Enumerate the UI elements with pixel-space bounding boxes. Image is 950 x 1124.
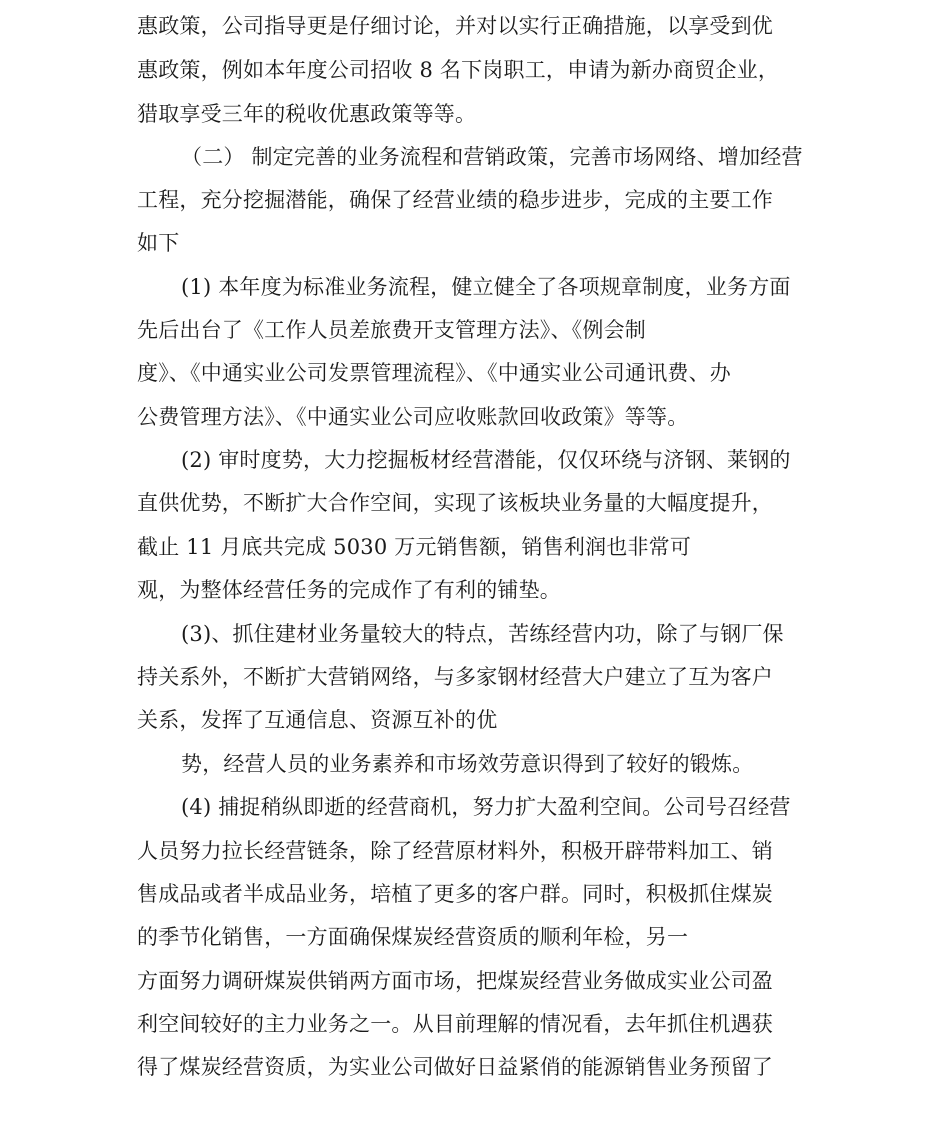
text-line: 公费管理方法》、《中通实业公司应收账款回收政策》等等。: [137, 405, 689, 429]
text-line: 关系，发挥了互通信息、资源互补的优: [137, 708, 498, 732]
text-line: 人员努力拉长经营链条，除了经营原材料外，积极开辟带料加工、销: [137, 839, 773, 863]
list-item-3: (3)、抓住建材业务量较大的特点，苦练经营内功，除了与钢厂保: [181, 622, 784, 646]
text-line: 惠政策，例如本年度公司招收 8 名下岗职工，申请为新办商贸企业，: [137, 58, 780, 82]
text-line: 直供优势，不断扩大合作空间，实现了该板块业务量的大幅度提升，: [137, 491, 773, 515]
text-line: 势，经营人员的业务素养和市场效劳意识得到了较好的锻炼。: [181, 752, 754, 776]
text-line: 观，为整体经营任务的完成作了有利的铺垫。: [137, 578, 561, 602]
text-line: 持关系外，不断扩大营销网络，与多家钢材经营大户建立了互为客户: [137, 665, 773, 689]
text-line: 先后出台了《工作人员差旅费开支管理方法》、《例会制: [137, 318, 646, 342]
list-item-2: (2) 审时度势，大力挖掘板材经营潜能，仅仅环绕与济钢、莱钢的: [181, 448, 791, 472]
text-line: 售成品或者半成品业务，培植了更多的客户群。同时，积极抓住煤炭: [137, 882, 773, 906]
list-item-1: (1) 本年度为标准业务流程，健立健全了各项规章制度，业务方面: [181, 275, 791, 299]
text-line: 惠政策，公司指导更是仔细讨论，并对以实行正确措施，以享受到优: [137, 14, 773, 38]
text-line: 工程，充分挖掘潜能，确保了经营业绩的稳步进步，完成的主要工作: [137, 188, 773, 212]
text-line: 的季节化销售，一方面确保煤炭经营资质的顺利年检，另一: [137, 925, 689, 949]
text-line: 如下: [137, 231, 180, 255]
paragraph-heading: （二） 制定完善的业务流程和营销政策，完善市场网络、增加经营: [181, 145, 803, 169]
text-line: 得了煤炭经营资质，为实业公司做好日益紧俏的能源销售业务预留了: [137, 1055, 773, 1079]
text-line: 利空间较好的主力业务之一。从目前理解的情况看，去年抓住机遇获: [137, 1012, 773, 1036]
list-item-4: (4) 捕捉稍纵即逝的经营商机，努力扩大盈利空间。公司号召经营: [181, 795, 791, 819]
text-line: 方面努力调研煤炭供销两方面市场，把煤炭经营业务做成实业公司盈: [137, 969, 773, 993]
text-line: 截止 11 月底共完成 5030 万元销售额，销售利润也非常可: [137, 535, 692, 559]
text-line: 度》、《中通实业公司发票管理流程》、《中通实业公司通讯费、办: [137, 361, 731, 385]
text-line: 猎取享受三年的税收优惠政策等等。: [137, 102, 477, 126]
